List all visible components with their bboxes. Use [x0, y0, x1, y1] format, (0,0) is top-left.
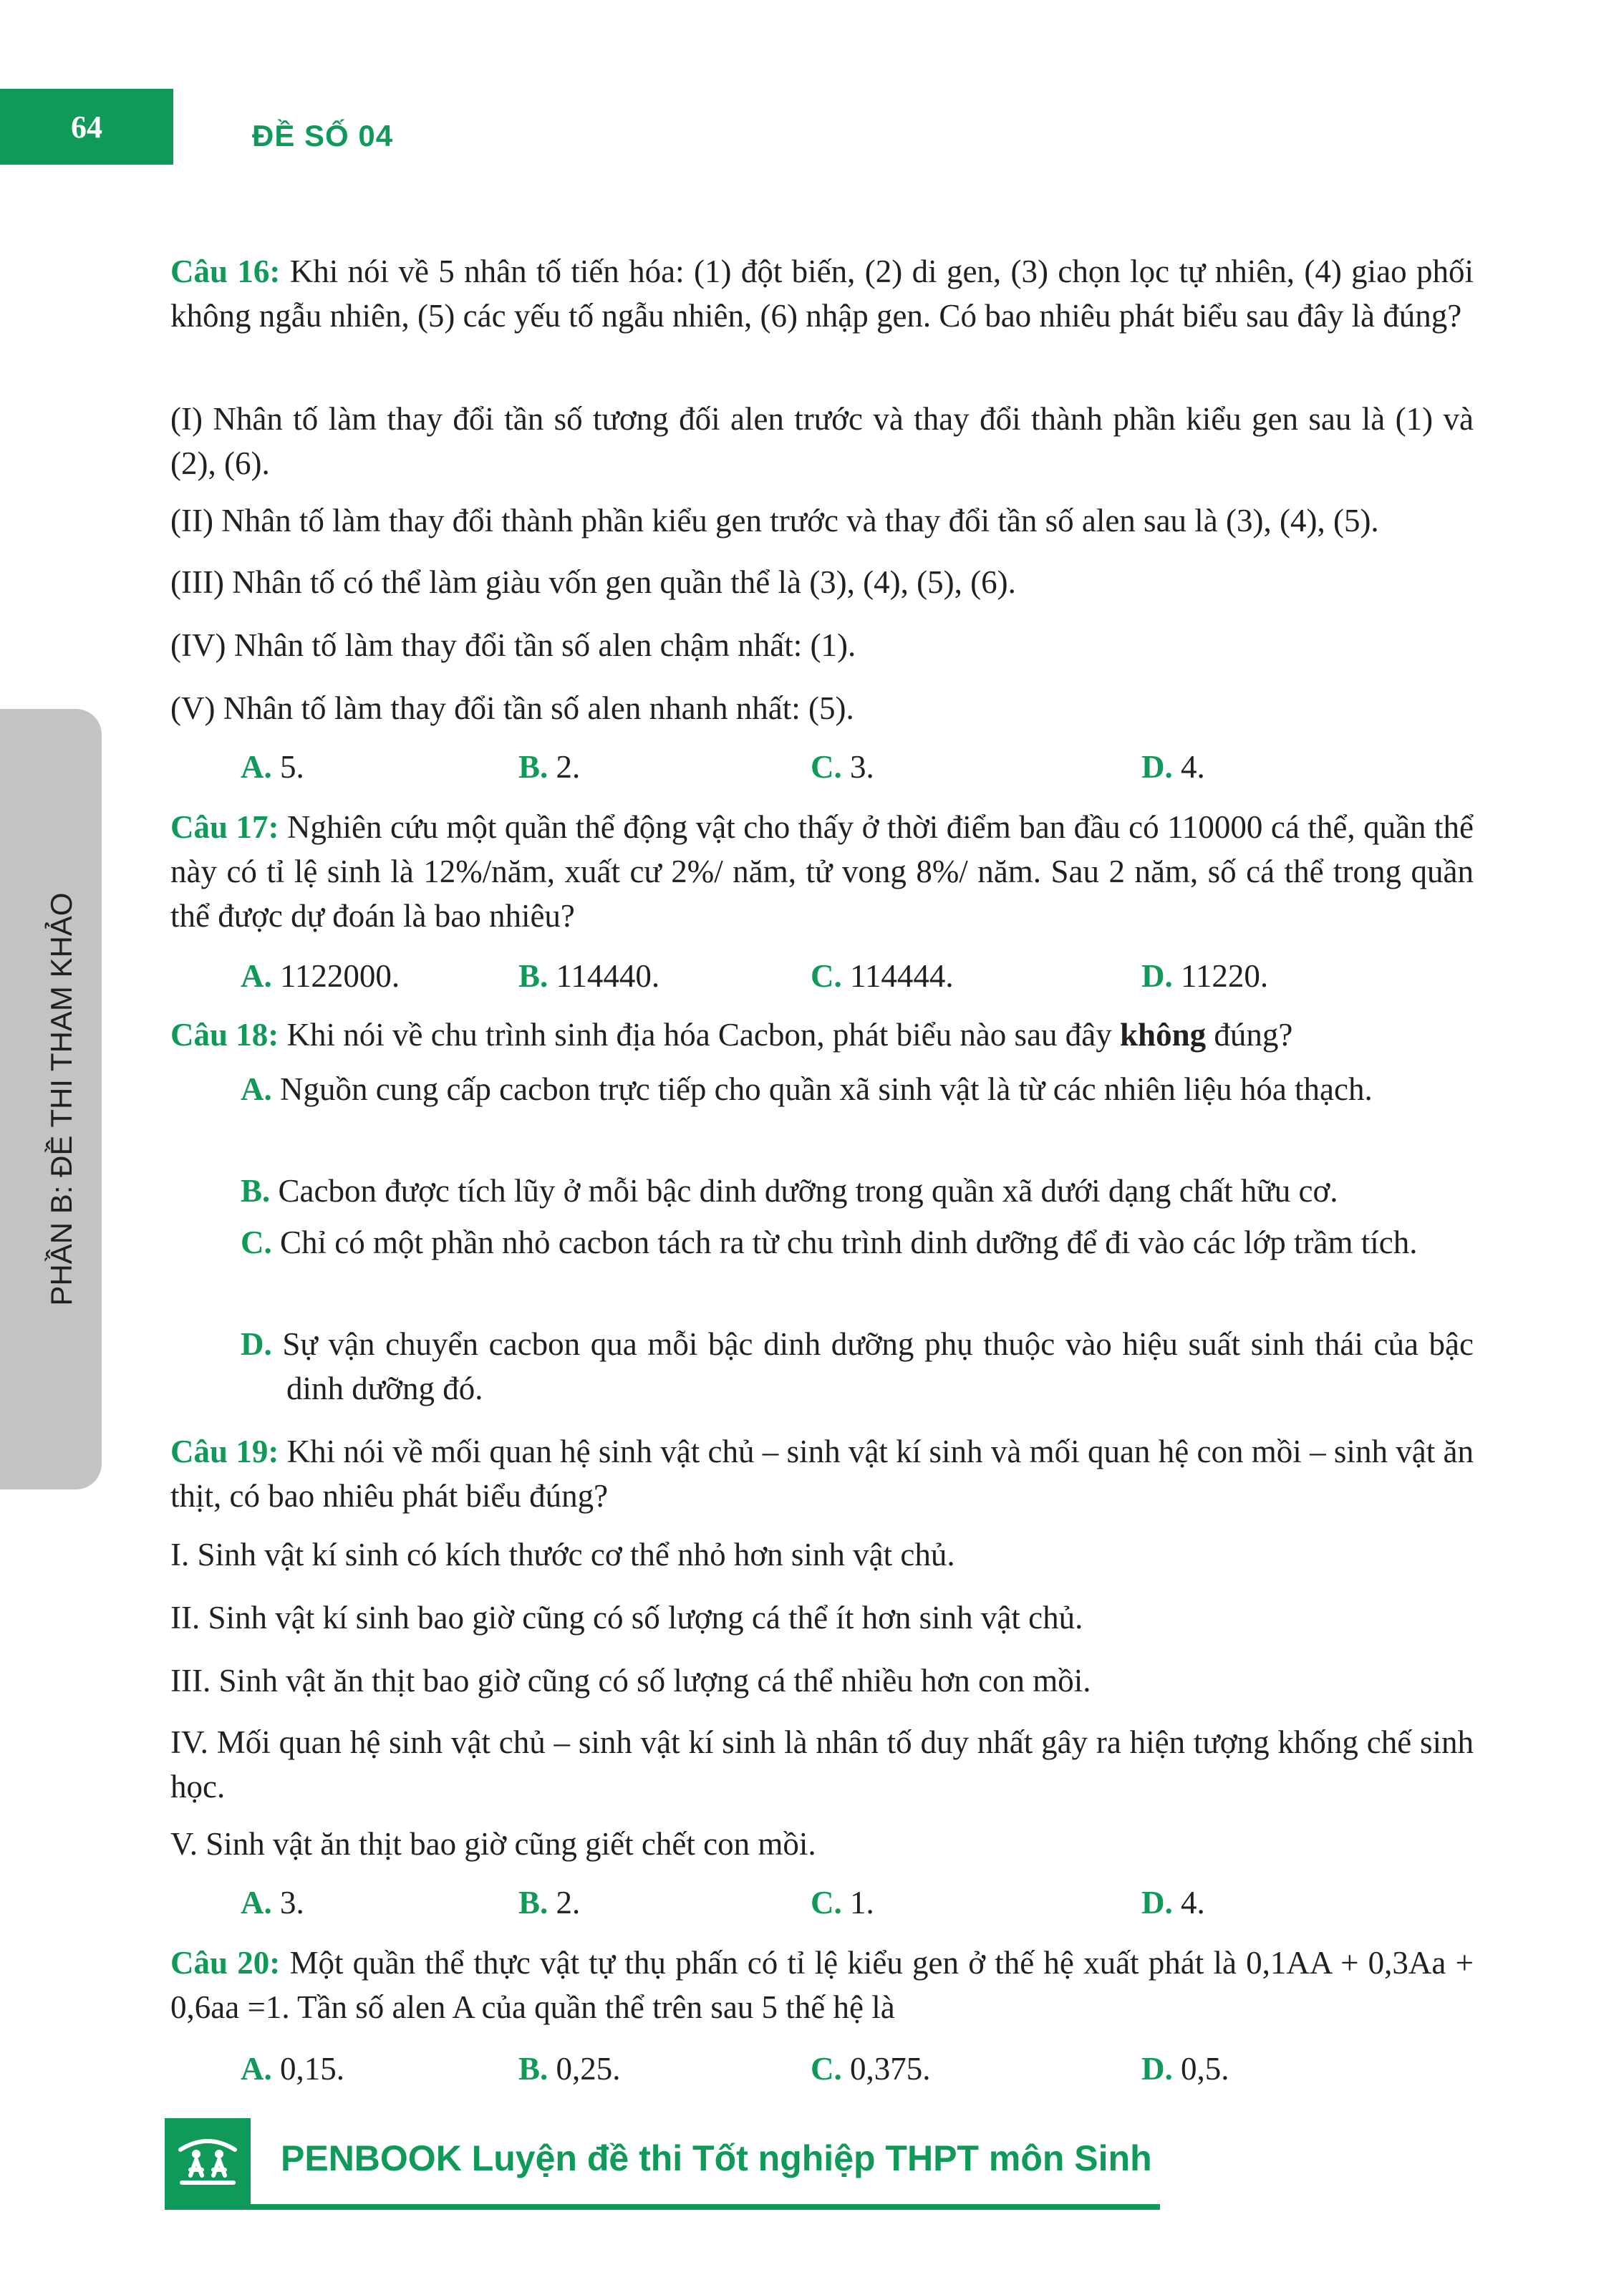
question-label: Câu 16:: [170, 253, 281, 289]
question-16: [170, 249, 1474, 338]
page-number: 64: [0, 89, 173, 165]
option-letter: C.: [241, 1225, 272, 1260]
options-row: [241, 954, 1474, 998]
question-17: [170, 805, 1474, 938]
option-text: 2.: [556, 1885, 581, 1921]
option-text: 0,25.: [556, 2051, 621, 2087]
statement: (I) Nhân tố làm thay đổi tần số tương đối alen trước và thay đổi thành phần kiểu gen sau là (1) và (2), (6).: [170, 401, 1474, 481]
penbook-logo-graphic: [175, 2128, 241, 2194]
option-c[interactable]: [811, 2047, 931, 2091]
option-letter: C.: [811, 2051, 842, 2087]
footer-rule: [165, 2204, 1160, 2210]
option-letter: A.: [241, 1885, 272, 1921]
option-letter: B.: [518, 749, 548, 785]
question-label: Câu 20:: [170, 1945, 281, 1981]
option-a[interactable]: [241, 1880, 304, 1925]
option-text: 0,15.: [280, 2051, 344, 2087]
option-a[interactable]: [241, 954, 400, 998]
option-letter: B.: [518, 2051, 548, 2087]
question-label: Câu 19:: [170, 1434, 279, 1469]
option-text: 1122000.: [280, 958, 400, 994]
option-text: 0,5.: [1181, 2051, 1229, 2087]
option-letter: A.: [241, 1071, 272, 1107]
option-letter: B.: [518, 958, 548, 994]
option-letter: B.: [518, 1885, 548, 1921]
question-text: Khi nói về chu trình sinh địa hóa Cacbon, phát biểu nào sau đây: [286, 1017, 1112, 1053]
option-text: Sự vận chuyển cacbon qua mỗi bậc dinh dưỡng phụ thuộc vào hiệu suất sinh thái của bậc dinh dưỡng đó.: [282, 1326, 1474, 1406]
question-18: [170, 1013, 1474, 1057]
statement: (III) Nhân tố có thể làm giàu vốn gen quần thể là (3), (4), (5), (6).: [170, 564, 1016, 600]
option-text: Nguồn cung cấp cacbon trực tiếp cho quần xã sinh vật là từ các nhiên liệu hóa thạch.: [280, 1071, 1373, 1107]
option-letter: A.: [241, 958, 272, 994]
option-b[interactable]: [241, 1169, 1474, 1213]
option-text: Cacbon được tích lũy ở mỗi bậc dinh dưỡng trong quần xã dưới dạng chất hữu cơ.: [278, 1173, 1338, 1209]
option-c[interactable]: [811, 745, 874, 789]
penbook-logo-icon: [165, 2118, 251, 2204]
statement: III. Sinh vật ăn thịt bao giờ cũng có số lượng cá thể nhiều hơn con mồi.: [170, 1663, 1091, 1699]
option-d[interactable]: [241, 1322, 1474, 1411]
side-tab-label: PHẦN B: ĐỀ THI THAM KHẢO: [44, 892, 78, 1306]
question-text-end: đúng?: [1214, 1017, 1293, 1053]
question-label: Câu 17:: [170, 809, 279, 845]
option-text: 0,375.: [850, 2051, 931, 2087]
statement: II. Sinh vật kí sinh bao giờ cũng có số lượng cá thể ít hơn sinh vật chủ.: [170, 1600, 1083, 1636]
option-d[interactable]: [1141, 954, 1268, 998]
options-row: [241, 1880, 1474, 1925]
options-row: [241, 745, 1474, 789]
option-b[interactable]: [518, 2047, 621, 2091]
option-letter: D.: [1141, 749, 1173, 785]
option-letter: D.: [1141, 2051, 1173, 2087]
option-a[interactable]: [241, 745, 304, 789]
option-text: 3.: [280, 1885, 304, 1921]
statement: (IV) Nhân tố làm thay đổi tần số alen chậm nhất: (1).: [170, 627, 856, 663]
question-19: [170, 1429, 1474, 1518]
option-text: 11220.: [1181, 958, 1269, 994]
option-text: 5.: [280, 749, 304, 785]
option-letter: C.: [811, 1885, 842, 1921]
statement: (II) Nhân tố làm thay đổi thành phần kiểu gen trước và thay đổi tần số alen sau là (3), (4), (5).: [170, 503, 1379, 538]
option-d[interactable]: [1141, 2047, 1229, 2091]
option-letter: B.: [241, 1173, 271, 1209]
question-text: Một quần thể thực vật tự thụ phấn có tỉ lệ kiểu gen ở thế hệ xuất phát là 0,1AA + 0,3Aa + 0,6aa =1. Tần số alen A của quần thể trên sau 5 thế hệ là: [170, 1945, 1474, 2025]
option-letter: A.: [241, 749, 272, 785]
question-text: Khi nói về mối quan hệ sinh vật chủ – sinh vật kí sinh và mối quan hệ con mồi – sinh vật ăn thịt, có bao nhiêu phát biểu đúng?: [170, 1434, 1474, 1514]
question-emphasis: không: [1120, 1017, 1207, 1053]
question-20: [170, 1941, 1474, 2029]
statement: IV. Mối quan hệ sinh vật chủ – sinh vật kí sinh là nhân tố duy nhất gây ra hiện tượng khống chế sinh học.: [170, 1724, 1474, 1805]
statement: I. Sinh vật kí sinh có kích thước cơ thể nhỏ hơn sinh vật chủ.: [170, 1537, 955, 1573]
question-text: Khi nói về 5 nhân tố tiến hóa: (1) đột biến, (2) di gen, (3) chọn lọc tự nhiên, (4) giao phối không ngẫu nhiên, (5) các yếu tố ngẫu nhiên, (6) nhập gen. Có bao nhiêu phát biểu sau đây là đúng?: [170, 253, 1474, 334]
option-c[interactable]: [811, 954, 954, 998]
option-b[interactable]: [518, 745, 580, 789]
footer-title: PENBOOK Luyện đề thi Tốt nghiệp THPT môn Sinh: [281, 2138, 1152, 2178]
option-c[interactable]: [241, 1220, 1474, 1265]
option-letter: A.: [241, 2051, 272, 2087]
option-d[interactable]: [1141, 745, 1205, 789]
exam-title: ĐỀ SỐ 04: [252, 119, 394, 153]
option-letter: D.: [1141, 1885, 1173, 1921]
options-row: [241, 2047, 1474, 2091]
option-b[interactable]: [518, 1880, 580, 1925]
statement: V. Sinh vật ăn thịt bao giờ cũng giết chết con mồi.: [170, 1826, 816, 1862]
option-text: 3.: [850, 749, 874, 785]
option-d[interactable]: [1141, 1880, 1205, 1925]
option-c[interactable]: [811, 1880, 874, 1925]
statement: (V) Nhân tố làm thay đổi tần số alen nhanh nhất: (5).: [170, 690, 854, 726]
option-letter: C.: [811, 749, 842, 785]
option-text: Chỉ có một phần nhỏ cacbon tách ra từ chu trình dinh dưỡng để đi vào các lớp trầm tích.: [280, 1225, 1418, 1260]
option-text: 4.: [1181, 749, 1205, 785]
option-letter: D.: [241, 1326, 272, 1362]
option-b[interactable]: [518, 954, 659, 998]
option-letter: D.: [1141, 958, 1173, 994]
question-label: Câu 18:: [170, 1017, 279, 1053]
option-letter: C.: [811, 958, 842, 994]
option-a[interactable]: [241, 2047, 344, 2091]
option-text: 4.: [1181, 1885, 1205, 1921]
question-text: Nghiên cứu một quần thể động vật cho thấy ở thời điểm ban đầu có 110000 cá thể, quần thể này có tỉ lệ sinh là 12%/năm, xuất cư 2%/ năm, tử vong 8%/ năm. Sau 2 năm, số cá thể trong quần thể được dự đoán là bao nhiêu?: [170, 809, 1474, 934]
option-text: 114444.: [850, 958, 954, 994]
option-text: 1.: [850, 1885, 874, 1921]
option-text: 114440.: [556, 958, 660, 994]
option-text: 2.: [556, 749, 581, 785]
option-a[interactable]: [241, 1067, 1474, 1111]
